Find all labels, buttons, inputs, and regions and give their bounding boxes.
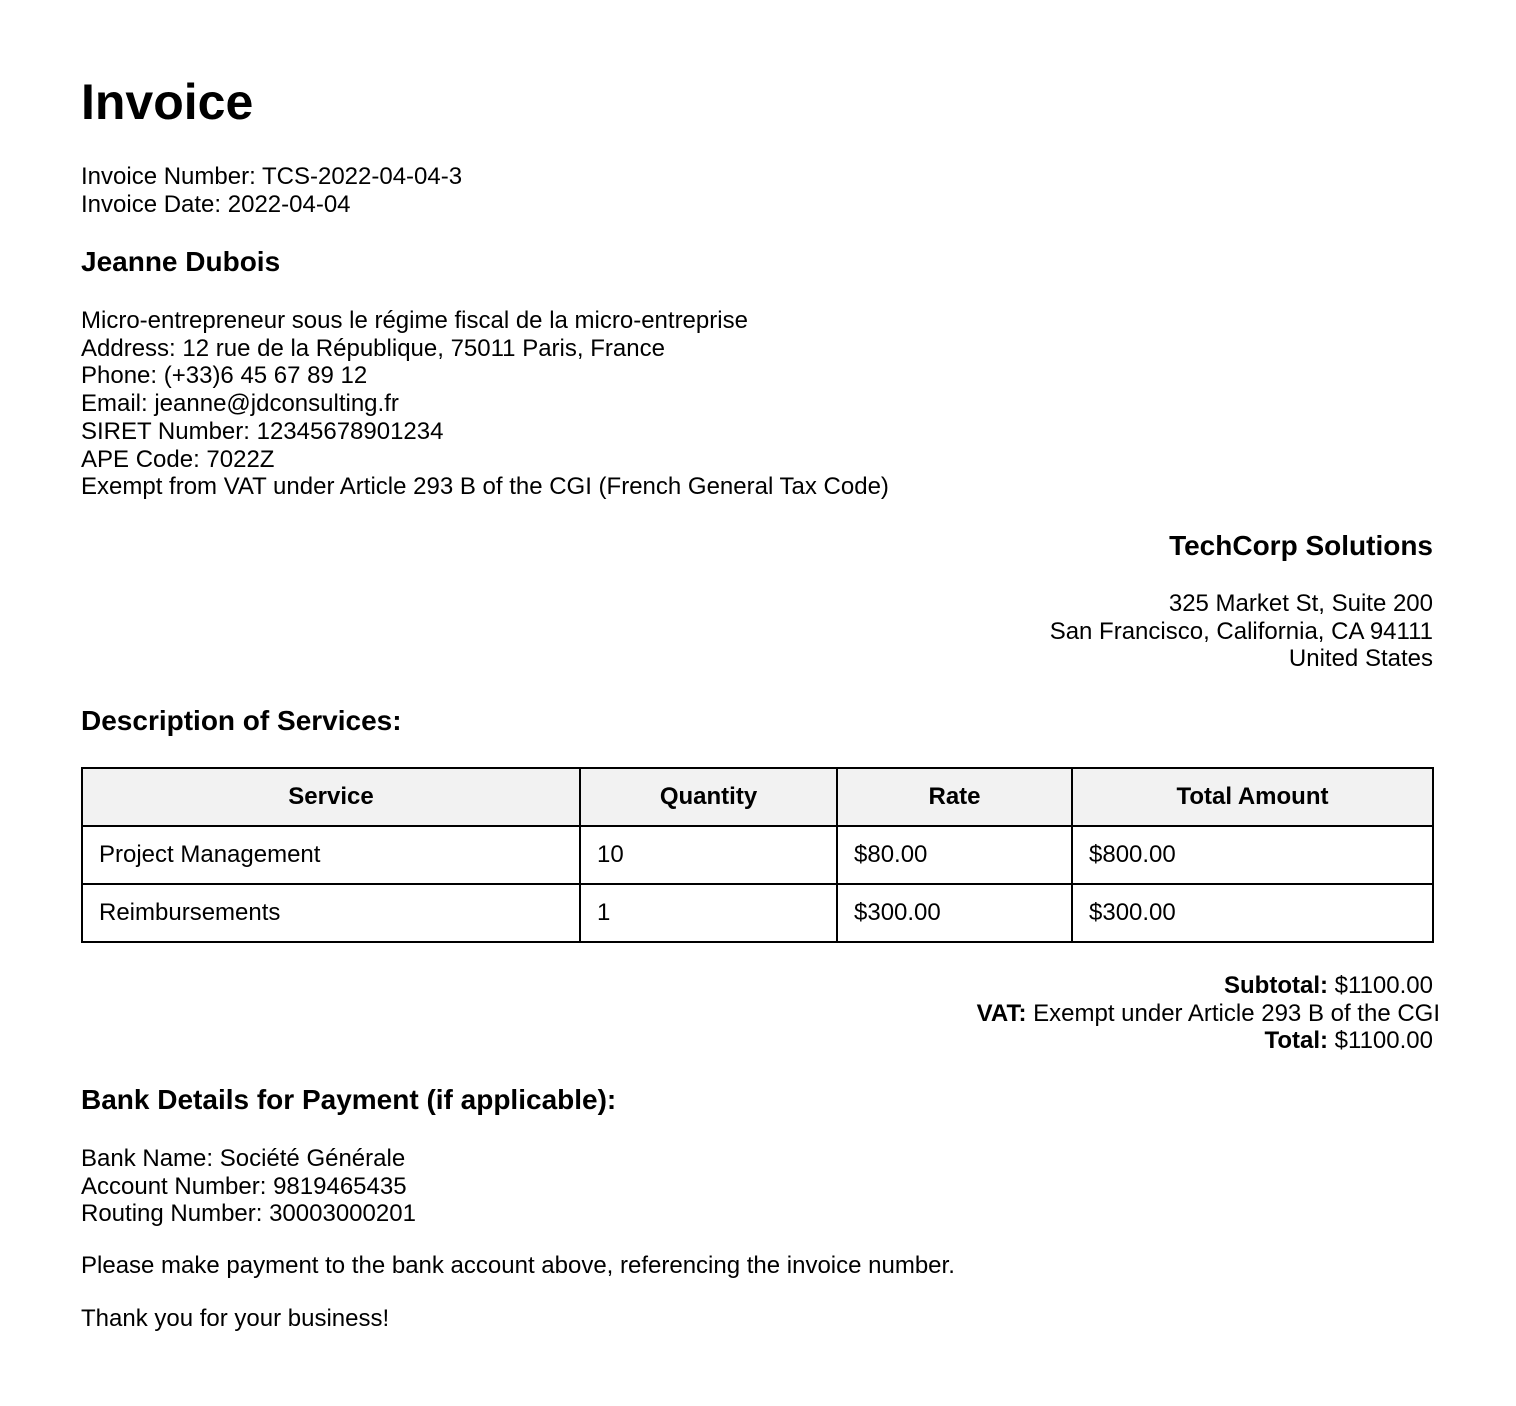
sender-ape-code: APE Code: 7022Z bbox=[81, 445, 275, 473]
table-row bbox=[82, 826, 1433, 884]
cell-total-amount: $800.00 bbox=[1072, 826, 1433, 884]
invoice-number: Invoice Number: TCS-2022-04-04-3 bbox=[81, 163, 463, 190]
column-header-rate: Rate bbox=[837, 768, 1072, 826]
table-header-row bbox=[82, 768, 1433, 826]
subtotal-label: Subtotal: bbox=[1224, 972, 1328, 999]
table-row bbox=[82, 884, 1433, 942]
sender-phone: Phone: (+33)6 45 67 89 12 bbox=[81, 362, 368, 390]
totals-block bbox=[976, 972, 1440, 1055]
cell-service: Reimbursements bbox=[82, 884, 580, 942]
cell-rate: $80.00 bbox=[837, 826, 1072, 884]
invoice-meta bbox=[81, 163, 462, 219]
sender-name: Jeanne Dubois bbox=[81, 246, 281, 277]
client-address bbox=[1050, 590, 1433, 673]
thank-you-note: Thank you for your business! bbox=[81, 1305, 390, 1332]
cell-quantity: 10 bbox=[580, 826, 837, 884]
cell-rate: $300.00 bbox=[837, 884, 1072, 942]
subtotal-line bbox=[977, 972, 1433, 1000]
client-street: 325 Market St, Suite 200 bbox=[1168, 590, 1433, 617]
sender-status: Micro-entrepreneur sous le régime fiscal de la micro-entreprise bbox=[81, 307, 748, 334]
total-value: $1100.00 bbox=[1334, 1027, 1433, 1055]
column-header-total-amount: Total Amount bbox=[1072, 768, 1433, 826]
payment-instruction: Please make payment to the bank account above, referencing the invoice number. bbox=[81, 1252, 955, 1279]
column-header-quantity: Quantity bbox=[580, 768, 837, 826]
routing-number: Routing Number: 30003000201 bbox=[81, 1200, 416, 1228]
subtotal-value: $1100.00 bbox=[1334, 972, 1433, 999]
bank-name: Bank Name: Société Générale bbox=[81, 1145, 406, 1172]
vat-label: VAT: bbox=[976, 999, 1027, 1027]
column-header-service: Service bbox=[82, 768, 580, 826]
bank-details bbox=[81, 1145, 416, 1228]
invoice-title: Invoice bbox=[81, 74, 254, 130]
total-line bbox=[977, 1027, 1433, 1055]
client-name: TechCorp Solutions bbox=[1169, 530, 1433, 561]
cell-quantity: 1 bbox=[580, 884, 837, 942]
services-table bbox=[81, 767, 1434, 943]
vat-value: Exempt under Article 293 B of the CGI bbox=[1033, 999, 1440, 1027]
total-label: Total: bbox=[1264, 1027, 1328, 1055]
client-country: United States bbox=[1288, 645, 1433, 673]
client-city: San Francisco, California, CA 94111 bbox=[1049, 617, 1433, 645]
sender-details bbox=[81, 307, 889, 501]
services-heading: Description of Services: bbox=[81, 705, 402, 736]
cell-total-amount: $300.00 bbox=[1072, 884, 1433, 942]
cell-service: Project Management bbox=[82, 826, 580, 884]
bank-details-heading: Bank Details for Payment (if applicable): bbox=[81, 1084, 617, 1115]
sender-siret: SIRET Number: 12345678901234 bbox=[81, 417, 444, 445]
sender-vat-exemption: Exempt from VAT under Article 293 B of the CGI (French General Tax Code) bbox=[81, 473, 889, 501]
account-number: Account Number: 9819465435 bbox=[81, 1172, 407, 1200]
invoice-date: Invoice Date: 2022-04-04 bbox=[81, 191, 351, 218]
vat-line bbox=[977, 1000, 1440, 1028]
sender-address: Address: 12 rue de la République, 75011 Paris, France bbox=[81, 334, 665, 362]
sender-email: Email: jeanne@jdconsulting.fr bbox=[81, 390, 399, 418]
